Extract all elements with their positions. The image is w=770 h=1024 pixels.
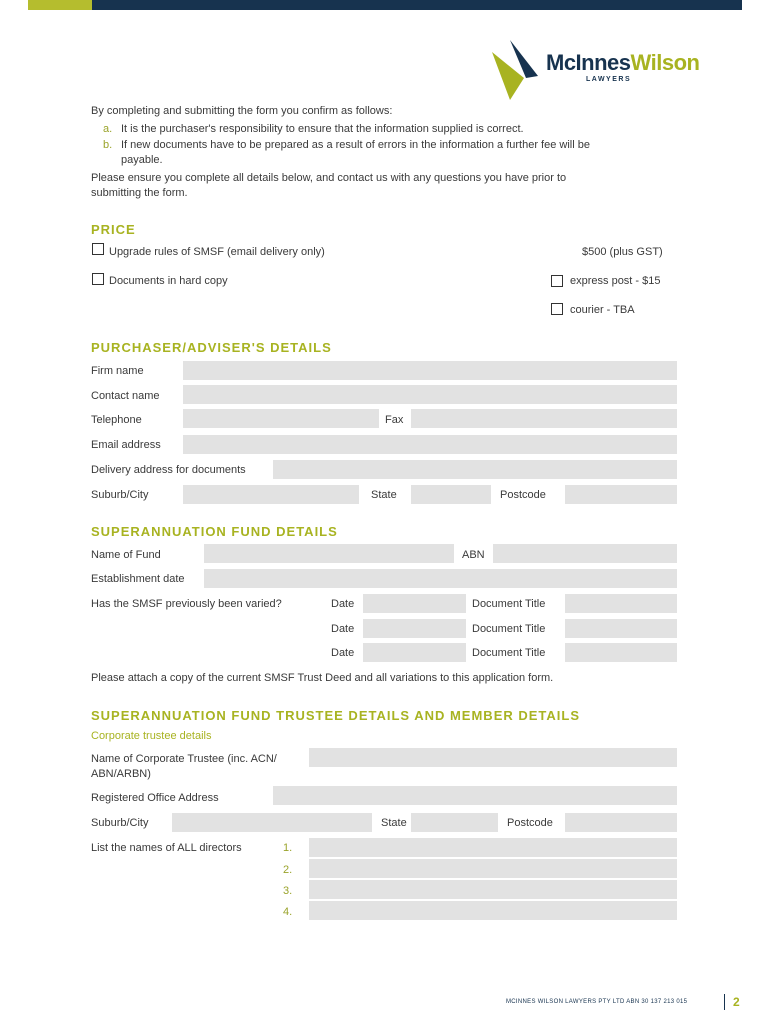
item-b-text-1: If new documents have to be prepared as a result of errors in the information a further fee will be: [121, 139, 590, 151]
item-b-text-2: payable.: [121, 154, 163, 166]
state-label: State: [371, 489, 397, 501]
director-number-3: 3.: [283, 885, 293, 897]
attach-note: Please attach a copy of the current SMSF Trust Deed and all variations to this application form.: [91, 672, 554, 684]
email-input[interactable]: [183, 435, 677, 454]
intro-note-1: Please ensure you complete all details below, and contact us with any questions you have prior to: [91, 172, 567, 184]
footer-divider: [724, 994, 725, 1010]
company-logo: [490, 38, 720, 102]
director-number-2: 2.: [283, 864, 293, 876]
logo-mark-icon: [490, 38, 550, 102]
hardcopy-checkbox[interactable]: [92, 273, 104, 285]
logo-wordmark: [546, 50, 699, 76]
directors-label: List the names of ALL directors: [91, 842, 242, 854]
varied-label: Has the SMSF previously been varied?: [91, 598, 282, 610]
date-input-1[interactable]: [363, 594, 466, 613]
corp-name-label-1: Name of Corporate Trustee (inc. ACN/: [91, 753, 277, 765]
upgrade-label: Upgrade rules of SMSF (email delivery only): [109, 246, 325, 258]
trustee-suburb-label: Suburb/City: [91, 817, 149, 829]
price-heading: PRICE: [91, 222, 136, 237]
trustee-suburb-input[interactable]: [172, 813, 372, 832]
fax-label: Fax: [385, 414, 404, 426]
doc-title-label-2: Document Title: [472, 623, 546, 635]
trustee-state-input[interactable]: [411, 813, 498, 832]
postcode-input[interactable]: [565, 485, 677, 504]
postcode-label: Postcode: [500, 489, 546, 501]
telephone-label: Telephone: [91, 414, 142, 426]
courier-label: courier - TBA: [570, 304, 635, 316]
item-b-marker: b.: [103, 139, 113, 151]
director-number-1: 1.: [283, 842, 293, 854]
director-input-1[interactable]: [309, 838, 677, 857]
page-number: 2: [733, 995, 740, 1009]
logo-name-wilson: Wilson: [630, 50, 700, 75]
firm-name-label: Firm name: [91, 365, 144, 377]
upgrade-checkbox[interactable]: [92, 243, 104, 255]
delivery-label: Delivery address for documents: [91, 464, 246, 476]
fund-heading: SUPERANNUATION FUND DETAILS: [91, 524, 338, 539]
doc-title-input-1[interactable]: [565, 594, 677, 613]
date-label-3: Date: [331, 647, 355, 659]
contact-name-input[interactable]: [183, 385, 677, 404]
doc-title-label-1: Document Title: [472, 598, 546, 610]
director-input-3[interactable]: [309, 880, 677, 899]
doc-title-label-3: Document Title: [472, 647, 546, 659]
trustee-heading: SUPERANNUATION FUND TRUSTEE DETAILS AND MEMBER DETAILS: [91, 708, 581, 723]
corp-name-label-2: ABN/ARBN): [91, 768, 151, 780]
intro-note-2: submitting the form.: [91, 187, 188, 199]
date-input-3[interactable]: [363, 643, 466, 662]
corp-name-input[interactable]: [309, 748, 677, 767]
logo-subtitle: LAWYERS: [586, 76, 632, 83]
fund-name-label: Name of Fund: [91, 549, 161, 561]
trustee-postcode-label: Postcode: [507, 817, 553, 829]
date-label-1: Date: [331, 598, 355, 610]
establishment-input[interactable]: [204, 569, 677, 588]
fund-name-input[interactable]: [204, 544, 454, 563]
doc-title-input-3[interactable]: [565, 643, 677, 662]
telephone-input[interactable]: [183, 409, 379, 428]
suburb-input[interactable]: [183, 485, 359, 504]
contact-name-label: Contact name: [91, 390, 160, 402]
suburb-label: Suburb/City: [91, 489, 149, 501]
trustee-state-label: State: [381, 817, 407, 829]
corporate-trustee-subheading: Corporate trustee details: [91, 730, 212, 742]
delivery-input[interactable]: [273, 460, 677, 479]
abn-input[interactable]: [493, 544, 677, 563]
upgrade-price: $500 (plus GST): [582, 246, 663, 258]
express-checkbox[interactable]: [551, 275, 563, 287]
date-label-2: Date: [331, 623, 355, 635]
item-a-text: It is the purchaser's responsibility to ensure that the information supplied is correct.: [121, 123, 524, 135]
email-label: Email address: [91, 439, 161, 451]
doc-title-input-2[interactable]: [565, 619, 677, 638]
director-number-4: 4.: [283, 906, 293, 918]
item-a-marker: a.: [103, 123, 113, 135]
state-input[interactable]: [411, 485, 491, 504]
top-bar-accent: [28, 0, 92, 10]
date-input-2[interactable]: [363, 619, 466, 638]
fax-input[interactable]: [411, 409, 677, 428]
abn-label: ABN: [462, 549, 485, 561]
footer-text: MCINNES WILSON LAWYERS PTY LTD ABN 30 137 213 015: [506, 999, 688, 1005]
hardcopy-label: Documents in hard copy: [109, 275, 228, 287]
office-label: Registered Office Address: [91, 792, 219, 804]
office-input[interactable]: [273, 786, 677, 805]
trustee-postcode-input[interactable]: [565, 813, 677, 832]
courier-checkbox[interactable]: [551, 303, 563, 315]
director-input-4[interactable]: [309, 901, 677, 920]
intro-line: By completing and submitting the form you confirm as follows:: [91, 105, 393, 117]
logo-name-mcinnes: McInnes: [546, 50, 631, 75]
express-label: express post - $15: [570, 275, 661, 287]
purchaser-heading: PURCHASER/ADVISER'S DETAILS: [91, 340, 332, 355]
firm-name-input[interactable]: [183, 361, 677, 380]
director-input-2[interactable]: [309, 859, 677, 878]
top-bar: [92, 0, 742, 10]
establishment-label: Establishment date: [91, 573, 185, 585]
